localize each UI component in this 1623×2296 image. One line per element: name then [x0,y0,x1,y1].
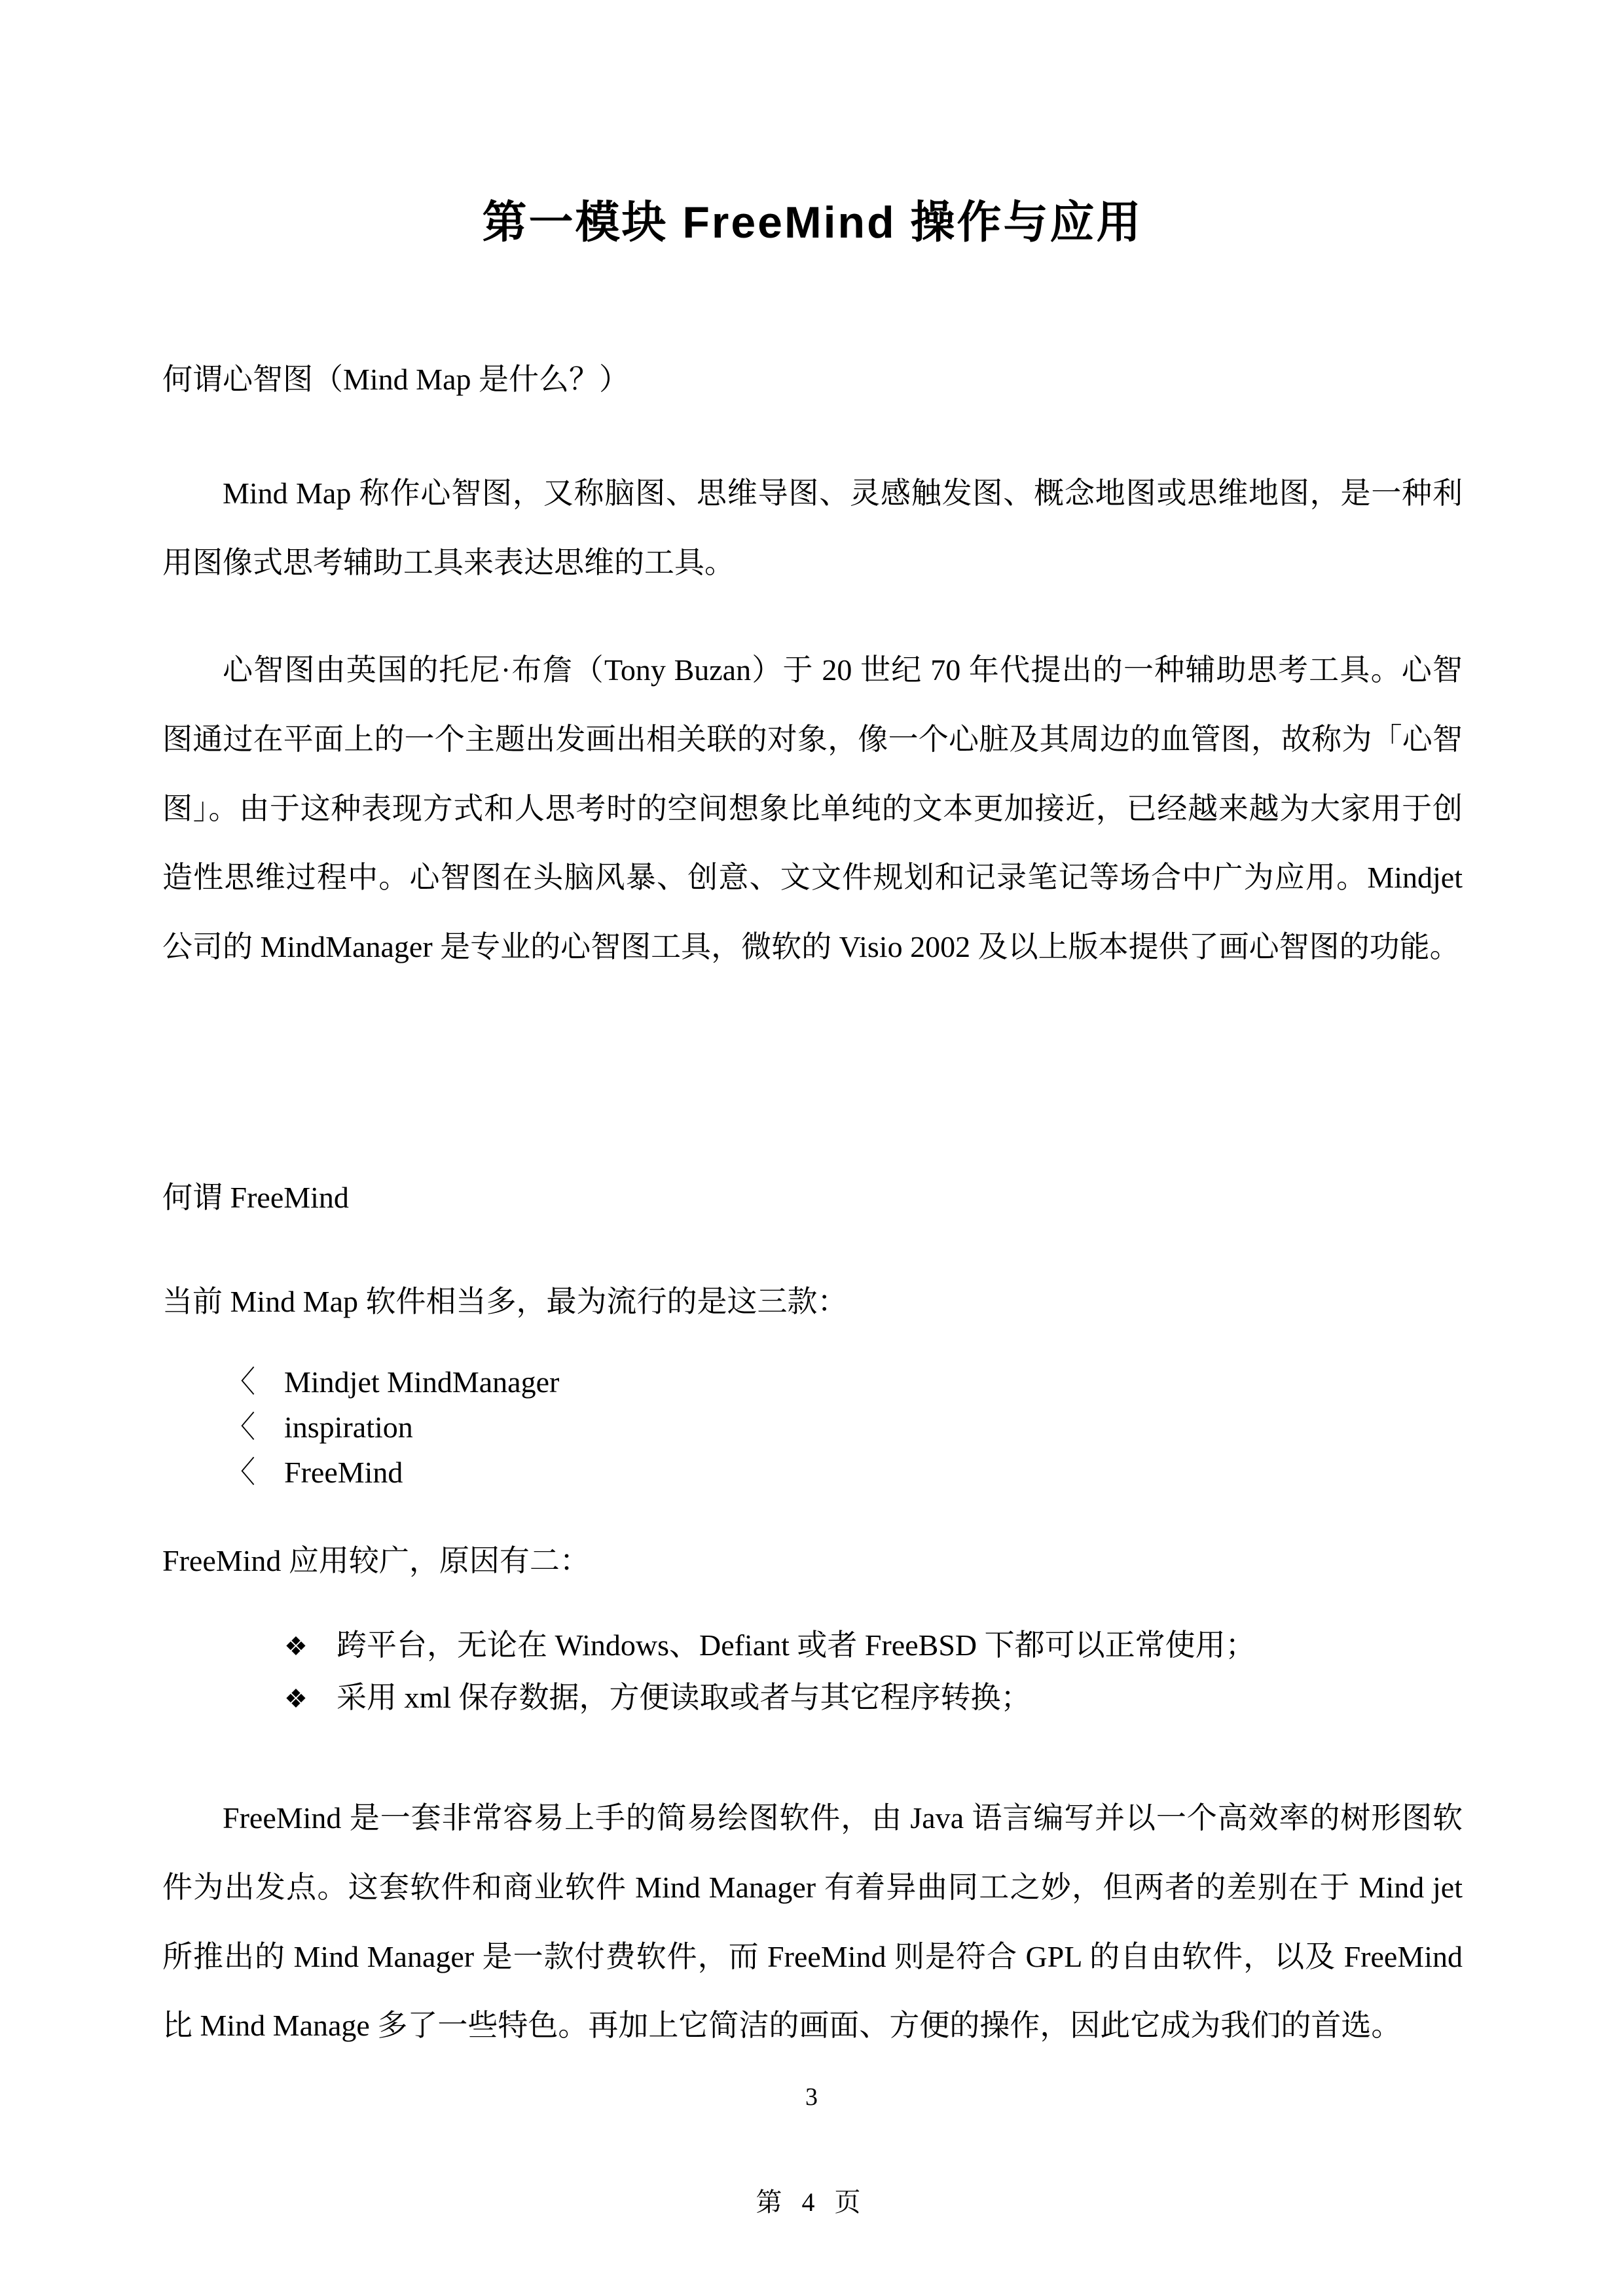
angle-bullet-icon: 〈 [225,1456,255,1490]
list-item-text: Mindjet MindManager [284,1365,560,1399]
list-item-text: 采用 xml 保存数据，方便读取或者与其它程序转换； [337,1681,1031,1715]
list-item [284,1672,1463,1725]
page-number: 3 [805,2083,818,2111]
list-item-text: inspiration [284,1410,413,1444]
document-title: 第一模块 FreeMind 操作与应用 [482,198,1143,247]
angle-bullet-icon: 〈 [225,1410,255,1444]
paragraph-reasons-intro: FreeMind 应用较广，原因有二： [162,1544,590,1578]
paragraph-freemind-description: FreeMind 是一套非常容易上手的简易绘图软件，由 Java 语言编写并以一个高效率的树形图软件为出发点。这套软件和商业软件 Mind Manager 有着异曲同工之妙，但两者的差别在于 Mind jet 所推出的 Mind Manager 是一款付费软件，而 FreeMind 则是符合 GPL 的自由软件，以及 FreeMind 比 Mind Manage 多了一些特色。再加上它简洁的画面、方便的操作，因此它成为我们的首选。 [162,1801,1463,2043]
list-item [225,1359,1463,1405]
section-heading-freemind: 何谓 FreeMind [162,1180,349,1214]
list-item [284,1619,1463,1672]
diamond-bullet-icon: ❖ [284,1631,308,1661]
reasons-list [284,1619,1463,1725]
section-heading-mindmap: 何谓心智图（Mind Map 是什么？） [162,362,629,396]
software-list [225,1359,1463,1495]
diamond-bullet-icon: ❖ [284,1684,308,1714]
list-item [225,1450,1463,1495]
list-item [225,1405,1463,1450]
angle-bullet-icon: 〈 [225,1365,255,1399]
paragraph-software-intro: 当前 Mind Map 软件相当多，最为流行的是这三款： [162,1284,848,1318]
list-item-text: FreeMind [284,1456,403,1490]
footer-page-label: 第 4 页 [756,2187,867,2217]
paragraph-mindmap-definition: Mind Map 称作心智图，又称脑图、思维导图、灵感触发图、概念地图或思维地图，是一种利用图像式思考辅助工具来表达思维的工具。 [162,476,1463,580]
list-item-text: 跨平台，无论在 Windows、Defiant 或者 FreeBSD 下都可以正常使用； [337,1628,1256,1662]
paragraph-mindmap-history: 心智图由英国的托尼·布詹（Tony Buzan）于 20 世纪 70 年代提出的一种辅助思考工具。心智图通过在平面上的一个主题出发画出相关联的对象，像一个心脏及其周边的血管图，故称为「心智图」。由于这种表现方式和人思考时的空间想象比单纯的文本更加接近，已经越来越为大家用于创造性思维过程中。心智图在头脑风暴、创意、文文件规划和记录笔记等场合中广为应用。Mindjet 公司的 MindManager 是专业的心智图工具，微软的 Visio 2002 及以上版本提供了画心智图的功能。 [162,653,1463,964]
